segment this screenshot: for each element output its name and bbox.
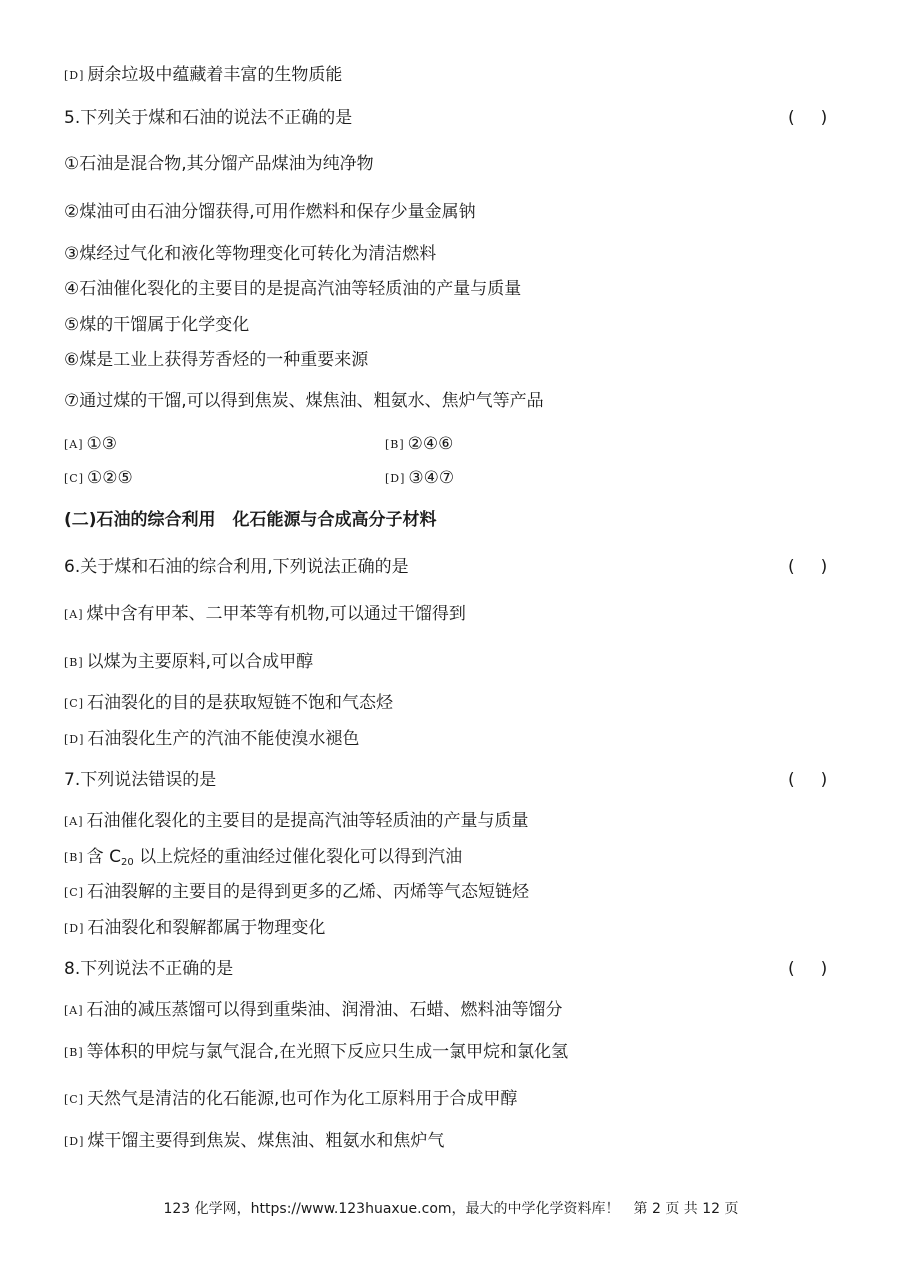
q6-option-c [64,692,393,716]
q8-option-c [64,1088,517,1112]
option-tag: [A] [64,1004,84,1017]
option-text: ③④⑦ [408,468,455,488]
q6-answer-paren: ( ) [788,557,828,577]
q7-answer-paren: ( ) [788,770,828,790]
option-tag: [D] [64,69,85,82]
q7-option-c [64,881,529,905]
option-tag: [A] [64,608,84,621]
q5-statement-3: ③煤经过气化和液化等物理变化可转化为清洁燃料 [64,244,437,264]
q8-option-b [64,1041,568,1065]
option-tag: [A] [64,815,84,828]
option-tag: [C] [64,472,84,485]
option-text: 等体积的甲烷与氯气混合,在光照下反应只生成一氯甲烷和氯化氢 [86,1042,569,1062]
q5-option-c [64,467,133,491]
q6-option-b [64,651,313,675]
q7-stem: 7.下列说法错误的是 [64,770,217,790]
footer-site: 123 化学网，https://www.123huaxue.com，最大的中学化学资料库！ [163,1201,620,1217]
q8-option-a [64,999,563,1023]
option-text: ①③ [86,434,118,454]
q6-option-a [64,603,466,627]
option-tag: [B] [64,851,84,864]
q5-statement-4: ④石油催化裂化的主要目的是提高汽油等轻质油的产量与质量 [64,279,522,299]
option-tag: [C] [64,886,84,899]
option-tag: [C] [64,697,84,710]
option-tag: [A] [64,438,84,451]
page-number: 第 2 页 共 12 页 [633,1201,739,1217]
option-text-post: 以上烷烃的重油经过催化裂化可以得到汽油 [133,847,463,867]
option-text: 煤干馏主要得到焦炭、煤焦油、粗氨水和焦炉气 [87,1131,445,1151]
option-tag: [C] [64,1093,84,1106]
q7-option-d [64,917,325,941]
q5-statement-5: ⑤煤的干馏属于化学变化 [64,315,250,335]
q8-answer-paren: ( ) [788,959,828,979]
q5-answer-paren: ( ) [788,108,828,128]
q6-option-d [64,728,359,752]
option-tag: [B] [385,438,405,451]
option-text: 天然气是清洁的化石能源,也可作为化工原料用于合成甲醇 [87,1089,518,1109]
option-tag: [B] [64,1046,84,1059]
option-text: 石油裂化生产的汽油不能使溴水褪色 [87,729,360,749]
option-text: 石油的减压蒸馏可以得到重柴油、润滑油、石蜡、燃料油等馏分 [86,1000,563,1020]
q5-statement-7: ⑦通过煤的干馏,可以得到焦炭、煤焦油、粗氨水、焦炉气等产品 [64,391,544,411]
q5-option-d [385,467,454,491]
q8-option-d [64,1130,444,1154]
option-tag: [D] [64,733,85,746]
option-text: 煤中含有甲苯、二甲苯等有机物,可以通过干馏得到 [86,604,466,624]
q6-stem: 6.关于煤和石油的综合利用,下列说法正确的是 [64,557,409,577]
page-footer [0,1199,902,1219]
option-tag: [D] [64,1135,85,1148]
subscript: 20 [120,857,134,868]
option-text: ①②⑤ [87,468,133,488]
q7-option-a [64,810,529,834]
q5-option-b [385,433,453,457]
q5-option-a [64,433,117,457]
option-text: ②④⑥ [407,434,454,454]
q7-option-b [64,846,462,874]
q5-stem: 5.下列关于煤和石油的说法不正确的是 [64,108,353,128]
option-text: 石油裂化和裂解都属于物理变化 [87,918,326,938]
q8-stem: 8.下列说法不正确的是 [64,959,234,979]
option-text: 石油裂解的主要目的是得到更多的乙烯、丙烯等气态短链烃 [87,882,529,902]
option-text: 厨余垃圾中蕴藏着丰富的生物质能 [87,65,343,85]
q5-statement-1: ①石油是混合物,其分馏产品煤油为纯净物 [64,154,374,174]
option-text: 石油裂化的目的是获取短链不饱和气态烃 [87,693,393,713]
q5-statement-6: ⑥煤是工业上获得芳香烃的一种重要来源 [64,350,369,370]
section-title: (二)石油的综合利用 化石能源与合成高分子材料 [64,510,437,530]
q4-option-d [64,64,342,88]
option-text: 以煤为主要原料,可以合成甲醇 [86,652,314,672]
option-text: 石油催化裂化的主要目的是提高汽油等轻质油的产量与质量 [86,811,529,831]
option-tag: [D] [385,472,406,485]
option-tag: [D] [64,922,85,935]
option-text-pre: 含 C [86,847,121,867]
option-tag: [B] [64,656,84,669]
q5-statement-2: ②煤油可由石油分馏获得,可用作燃料和保存少量金属钠 [64,202,476,222]
